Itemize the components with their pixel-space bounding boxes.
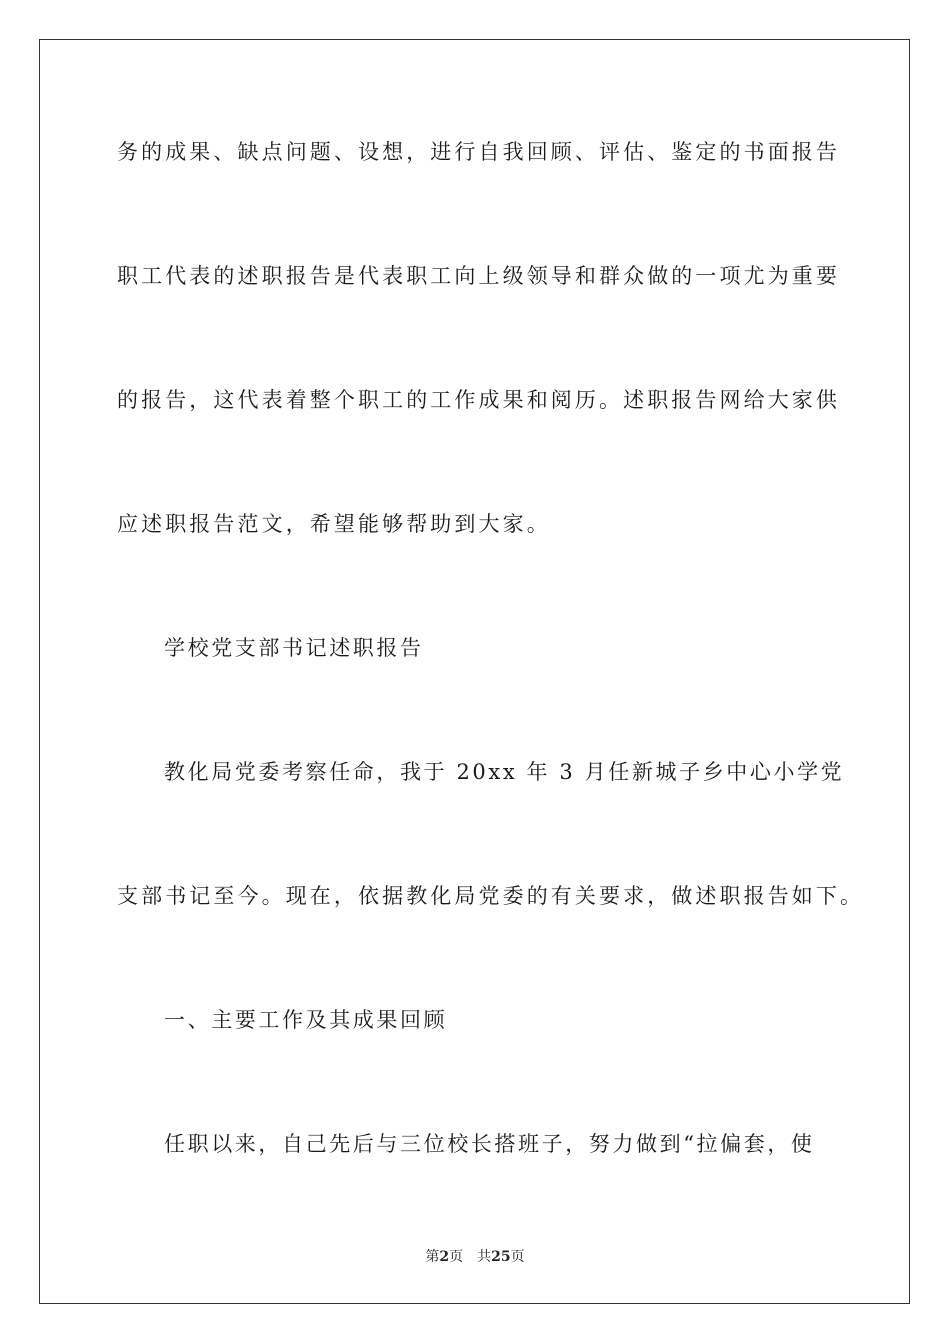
page-number: 2 bbox=[439, 1249, 450, 1265]
total-prefix: 共 bbox=[477, 1249, 492, 1265]
body-text-line: 的报告，这代表着整个职工的工作成果和阅历。述职报告网给大家供 bbox=[117, 388, 840, 412]
body-text-line: 应述职报告范文，希望能够帮助到大家。 bbox=[117, 512, 551, 536]
body-text-line: 务的成果、缺点问题、设想，进行自我回顾、评估、鉴定的书面报告 bbox=[117, 140, 840, 164]
total-suffix: 页 bbox=[510, 1249, 525, 1265]
page-footer bbox=[0, 1248, 950, 1266]
body-text-line: 职工代表的述职报告是代表职工向上级领导和群众做的一项尤为重要 bbox=[117, 264, 840, 288]
body-text-line: 支部书记至今。现在，依据教化局党委的有关要求，做述职报告如下。 bbox=[117, 884, 865, 908]
section-heading: 学校党支部书记述职报告 bbox=[164, 636, 424, 660]
total-pages: 25 bbox=[491, 1249, 511, 1265]
page-prefix: 第 bbox=[425, 1249, 440, 1265]
body-text-line: 教化局党委考察任命，我于 20xx 年 3 月任新城子乡中心小学党 bbox=[164, 760, 845, 784]
body-text-line: 任职以来，自己先后与三位校长搭班子，努力做到“拉偏套，使 bbox=[164, 1132, 815, 1156]
page-frame bbox=[39, 39, 910, 1304]
subsection-heading: 一、主要工作及其成果回顾 bbox=[164, 1008, 448, 1032]
page-suffix: 页 bbox=[449, 1249, 464, 1265]
